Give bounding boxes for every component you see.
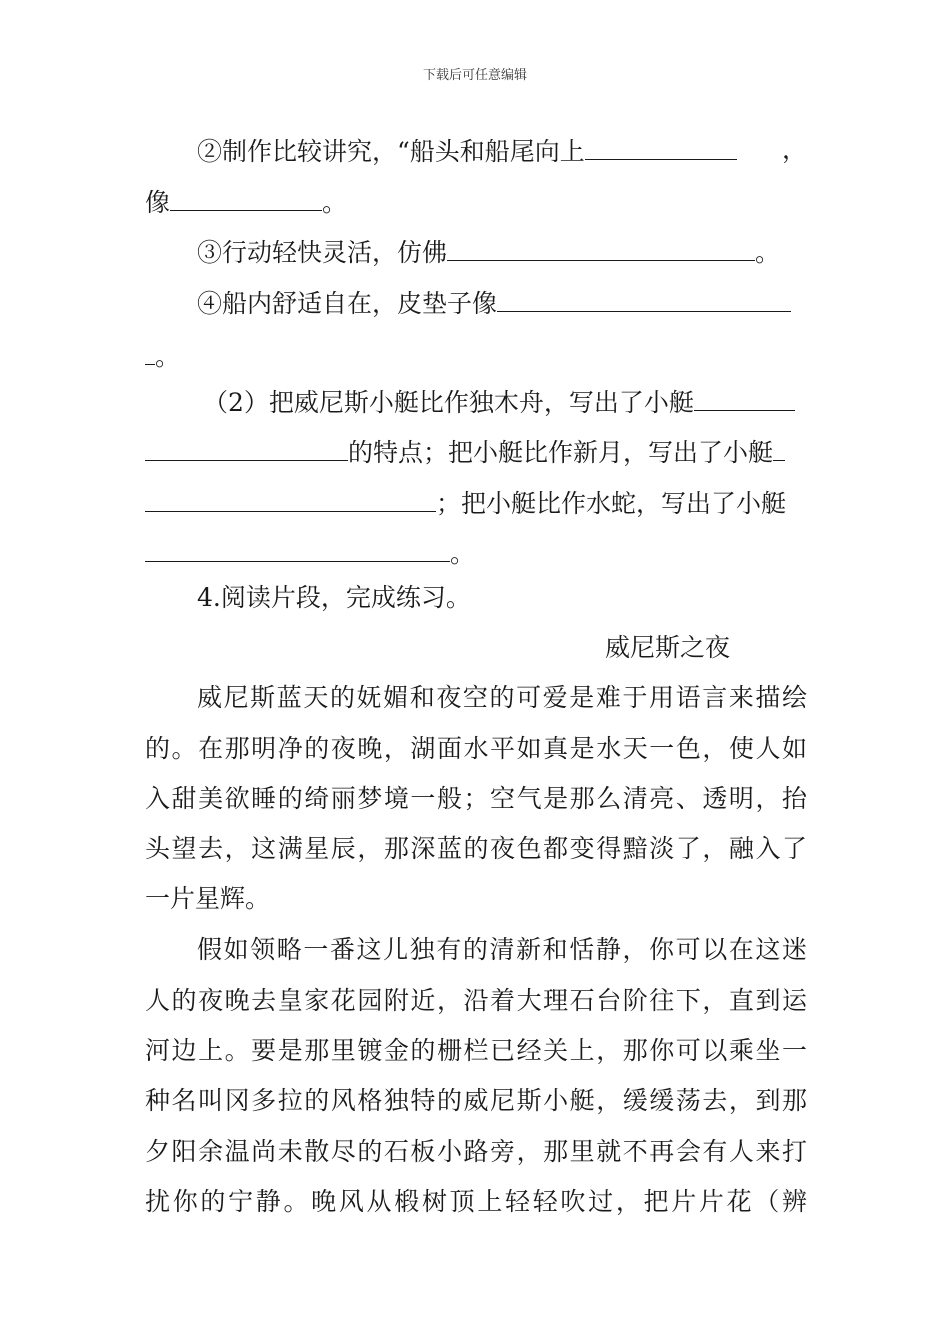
passage-line: 一片星辉。	[145, 884, 271, 913]
q2-period: 。	[450, 539, 476, 568]
q2-text-1: （2）把威尼斯小艇比作独木舟，写出了小艇	[203, 388, 694, 417]
answer-blank[interactable]	[447, 233, 755, 261]
item-3-text: ③行动轻快灵活，仿佛	[197, 238, 448, 267]
passage-line: 人的夜晚去皇家花园附近，沿着大理石台阶往下，直到运	[145, 986, 807, 1015]
item-3-line	[197, 233, 807, 269]
answer-blank[interactable]	[145, 337, 155, 365]
item-2-text-2: 像	[145, 188, 171, 217]
page-header-note: 下载后可任意编辑	[422, 68, 527, 83]
passage-title: 威尼斯之夜	[605, 633, 731, 662]
answer-blank[interactable]	[145, 534, 450, 562]
passage-line: 头望去，这满星辰，那深蓝的夜色都变得黯淡了，融入了	[145, 834, 807, 863]
q2-line-4	[145, 534, 807, 570]
answer-blank[interactable]	[145, 484, 436, 512]
passage-line: 种名叫冈多拉的风格独特的威尼斯小艇，缓缓荡去，到那	[145, 1086, 807, 1115]
item-4-line-1	[197, 284, 807, 320]
answer-blank[interactable]	[585, 132, 737, 160]
answer-blank[interactable]	[497, 284, 791, 312]
q2-line-1	[203, 383, 807, 419]
passage-line: 入甜美欲睡的绮丽梦境一般；空气是那么清亮、透明，抬	[145, 784, 807, 813]
question-4-prompt: 4.阅读片段，完成练习。	[197, 583, 471, 612]
passage-line: 假如领略一番这儿独有的清新和恬静，你可以在这迷	[197, 935, 807, 964]
item-3-period: 。	[755, 238, 781, 267]
q2-text-2: 的特点；把小艇比作新月，写出了小艇	[348, 438, 774, 467]
passage-line: 威尼斯蓝天的妩媚和夜空的可爱是难于用语言来描绘	[197, 683, 807, 712]
item-4-line-2	[145, 337, 807, 373]
item-2-line-2	[145, 183, 807, 219]
item-4-period: 。	[155, 342, 181, 371]
answer-blank[interactable]	[773, 433, 785, 461]
answer-blank[interactable]	[145, 433, 348, 461]
passage-line: 扰你的宁静。晚风从椴树顶上轻轻吹过，把片片花（辨	[145, 1187, 807, 1216]
passage-line: 的。在那明净的夜晚，湖面水平如真是水天一色，使人如	[145, 734, 807, 763]
answer-blank[interactable]	[694, 383, 795, 411]
item-2-period: 。	[322, 188, 348, 217]
q2-line-2	[145, 433, 807, 469]
item-2-comma: ，	[781, 135, 807, 164]
passage-line: 河边上。要是那里镀金的栅栏已经关上，那你可以乘坐一	[145, 1036, 807, 1065]
item-2-text: ②制作比较讲究，“船头和船尾向上	[197, 137, 585, 166]
q2-line-3	[145, 484, 807, 520]
answer-blank[interactable]	[170, 183, 322, 211]
item-4-text: ④船内舒适自在，皮垫子像	[197, 289, 498, 318]
passage-line: 夕阳余温尚未散尽的石板小路旁，那里就不再会有人来打	[145, 1137, 807, 1166]
item-2-line-1	[197, 132, 807, 168]
q2-text-3: ；把小艇比作水蛇，写出了小艇	[436, 489, 787, 518]
